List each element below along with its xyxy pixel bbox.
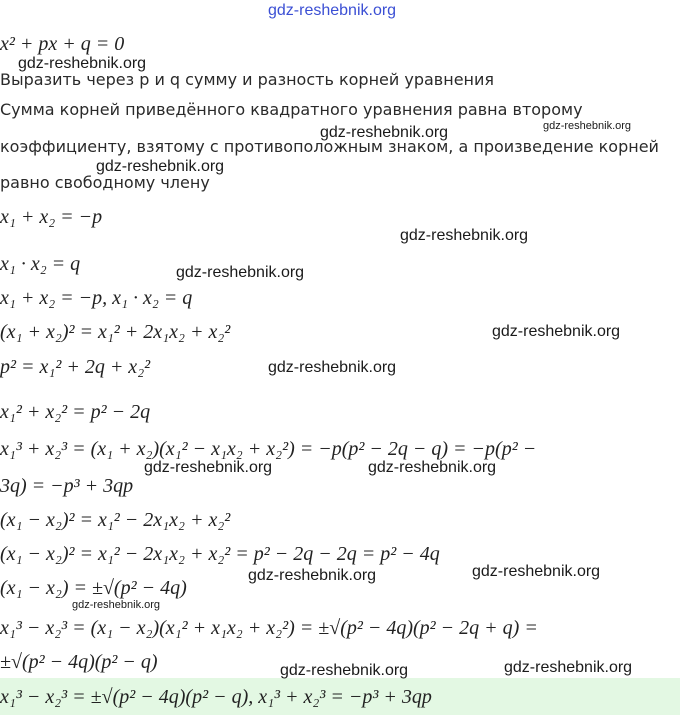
watermark: gdz-reshebnik.org	[18, 55, 147, 72]
watermark: gdz-reshebnik.org	[368, 459, 497, 476]
equation-line: x₁ + x₂ = −p, x₁ · x₂ = q	[0, 287, 193, 309]
watermark: gdz-reshebnik.org	[96, 158, 225, 175]
watermark: gdz-reshebnik.org	[400, 227, 529, 244]
equation-line: x₁² + x₂² = p² − 2q	[0, 401, 151, 423]
text-line: коэффициенту, взятому с противоположным знаком, а произведение корней	[0, 137, 659, 156]
watermark: gdz-reshebnik.org	[144, 459, 273, 476]
equation-line: x² + px + q = 0	[0, 33, 125, 55]
equation-line: x₁ + x₂ = −p	[0, 206, 103, 228]
text-line: Выразить через p и q сумму и разность корней уравнения	[0, 70, 495, 89]
watermark: gdz-reshebnik.org	[320, 124, 449, 141]
equation-line: p² = x₁² + 2q + x₂²	[0, 356, 151, 378]
equation-line: (x₁ + x₂)² = x₁² + 2x₁x₂ + x₂²	[0, 321, 231, 343]
equation-line: x₁ · x₂ = q	[0, 253, 81, 275]
answer-line: x₁³ − x₂³ = ±√(p² − 4q)(p² − q), x₁³ + x₂³ = −p³ + 3qp	[0, 686, 432, 708]
watermark: gdz-reshebnik.org	[472, 563, 601, 580]
text-line: Сумма корней приведённого квадратного уравнения равна второму	[0, 100, 583, 119]
equation-line: x₁³ + x₂³ = (x₁ + x₂)(x₁² − x₁x₂ + x₂²) = −p(p² − 2q − q) = −p(p² −	[0, 438, 537, 460]
equation-line: (x₁ − x₂)² = x₁² − 2x₁x₂ + x₂²	[0, 509, 231, 531]
watermark: gdz-reshebnik.org	[248, 567, 377, 584]
watermark: gdz-reshebnik.org	[492, 323, 621, 340]
text-line: равно свободному члену	[0, 173, 210, 192]
equation-line: (x₁ − x₂)² = x₁² − 2x₁x₂ + x₂² = p² − 2q − 2q = p² − 4q	[0, 543, 440, 565]
watermark: gdz-reshebnik.org	[72, 599, 161, 611]
equation-line: 3q) = −p³ + 3qp	[0, 475, 134, 497]
watermark: gdz-reshebnik.org	[543, 120, 632, 132]
watermark: gdz-reshebnik.org	[176, 264, 305, 281]
watermark: gdz-reshebnik.org	[504, 659, 633, 676]
watermark: gdz-reshebnik.org	[268, 359, 397, 376]
equation-line: ±√(p² − 4q)(p² − q)	[0, 651, 158, 673]
equation-line: (x₁ − x₂) = ±√(p² − 4q)	[0, 577, 187, 599]
watermark: gdz-reshebnik.org	[268, 2, 397, 19]
equation-line: x₁³ − x₂³ = (x₁ − x₂)(x₁² + x₁x₂ + x₂²) = ±√(p² − 4q)(p² − 2q + q) =	[0, 617, 538, 639]
watermark: gdz-reshebnik.org	[280, 662, 409, 679]
